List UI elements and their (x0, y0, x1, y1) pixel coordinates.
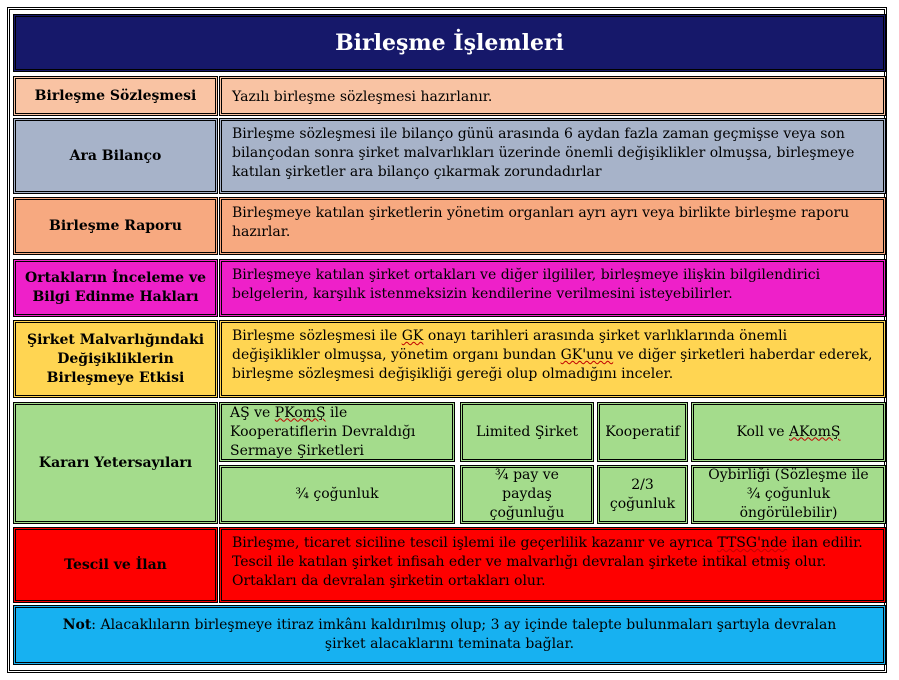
abbreviation-ttsg: TTSG'nde (717, 535, 788, 551)
row-label-text: Ara Bilanço (69, 147, 162, 164)
row-text-tescil (219, 527, 886, 603)
page-title-text: Birleşme İşlemleri (335, 30, 564, 56)
row-label-text: Kararı Yetersayıları (38, 454, 193, 471)
quorum-value-text: ¾ çoğunluk (295, 486, 379, 502)
row-text-haklar (219, 259, 886, 317)
note-text (56, 616, 843, 654)
row-label-text: Tescil ve İlan (64, 556, 167, 573)
row-text: Birleşmeye katılan şirket ortakları ve diğer ilgililer, birleşmeye ilişkin bilgilendirici belgelerin, karşılık istenmeksizin kendilerine verilmesini isteyebilirler. (232, 267, 821, 302)
quorum-header-text: Limited Şirket (475, 423, 578, 440)
row-text-part: onayı tarihleri arasında şirket varlıklarında önemli değişiklikler olmuşsa, yönetim organı bundan (232, 328, 788, 363)
row-label-haklar (13, 259, 218, 317)
row-text: Birleşmeye katılan şirketlerin yönetim organları ayrı ayrı veya birlikte birleşme raporu hazırlar. (232, 205, 850, 240)
row-label-sozlesme (13, 76, 218, 116)
row-label-ara-bilanco (13, 118, 218, 194)
quorum-header-kooperatif (597, 402, 688, 462)
row-text-part: Birleşme sözleşmesi ile (232, 328, 402, 344)
row-text: Birleşme sözleşmesi ile bilanço günü arasında 6 aydan fazla zaman geçmişse veya son bilançodan sonra şirket malvarlıkları üzerinde önemli değişiklikler olmuşsa, birleşmeye katılan şirketler ara bilanço çıkarmak zorundadırlar (232, 126, 855, 180)
row-text-part: ve diğer şirketleri haberdar ederek, birleşme sözleşmesi değişikliği gereği olup olmadığını inceler. (232, 347, 873, 382)
quorum-value-as (219, 465, 455, 524)
abbreviation-gk: GK'unu (560, 347, 614, 363)
quorum-value-kooperatif (597, 465, 688, 524)
quorum-value-text: Oybirliği (Sözleşme ile ¾ çoğunluk öngörülebilir) (708, 467, 869, 521)
row-label-yetersayi (13, 402, 218, 524)
row-label-text: Birleşme Sözleşmesi (34, 87, 197, 104)
quorum-value-text: ¾ pay ve paydaş çoğunluğu (489, 467, 565, 521)
note-box (13, 605, 886, 665)
row-text-ara-bilanco (219, 118, 886, 194)
row-text-malvarligi (219, 320, 886, 398)
quorum-header-koll (691, 402, 886, 462)
row-label-text: Şirket Malvarlığındaki Değişikliklerin Birleşmeye Etkisi (26, 331, 205, 386)
quorum-value-limited (460, 465, 594, 524)
note-label: Not (62, 617, 92, 633)
row-text-part: ilan edilir. Tescil ile katılan şirket infisah eder ve malvarlığı devralan şirkete intikal etmiş olur. Ortakları da devralan şirketin ortakları olur. (232, 535, 863, 589)
abbreviation-gk: GK (401, 328, 424, 344)
quorum-value-text: 2/3 çoğunluk (609, 476, 676, 512)
row-text-sozlesme (219, 76, 886, 116)
quorum-header-text: AŞ ve PKomŞ ile Kooperatiflerin Devraldığı Sermaye Şirketleri (230, 404, 416, 459)
row-label-text: Ortakların İnceleme ve Bilgi Edinme Hakları (25, 270, 206, 305)
note-body: : Alacaklıların birleşmeye itiraz imkânı kaldırılmış olup; 3 ay içinde talepte bulunmaları şartıyla devralan şirket alacaklarını teminata bağlar. (91, 617, 837, 652)
row-text-part: Birleşme, ticaret siciline tescil işlemi ile geçerlilik kazanır ve ayrıca (232, 535, 718, 551)
row-text: Yazılı birleşme sözleşmesi hazırlanır. (232, 88, 493, 105)
quorum-header-text: Koll ve AKomŞ (736, 423, 841, 440)
row-text-rapor (219, 197, 886, 255)
row-label-tescil (13, 527, 218, 603)
quorum-header-text: Kooperatif (605, 423, 680, 440)
quorum-header-as (219, 402, 455, 462)
quorum-header-limited (460, 402, 594, 462)
page-title (13, 14, 886, 72)
quorum-value-koll (691, 465, 886, 524)
row-label-rapor (13, 197, 218, 255)
row-label-malvarligi (13, 320, 218, 398)
row-label-text: Birleşme Raporu (49, 217, 182, 234)
